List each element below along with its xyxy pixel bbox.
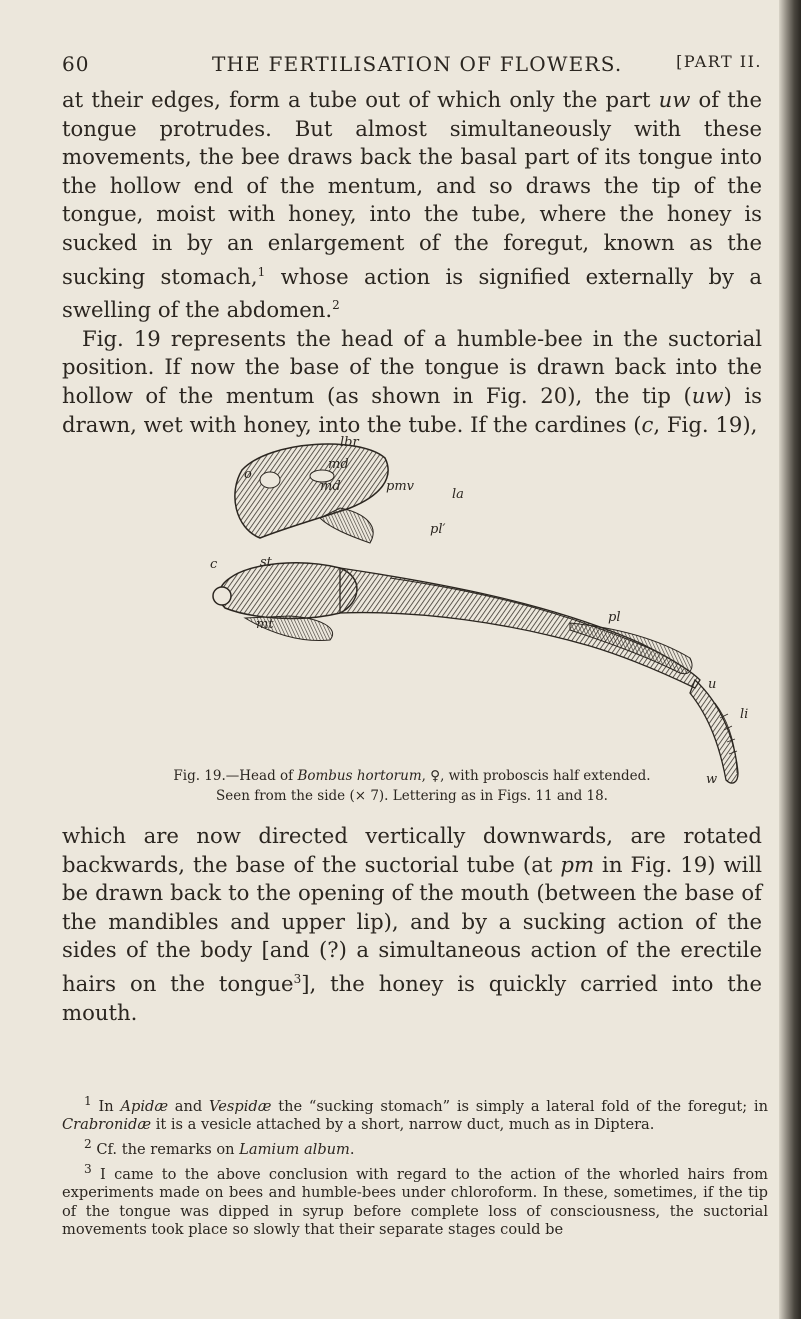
label-u: u bbox=[708, 677, 717, 692]
cardo-stipes bbox=[219, 563, 357, 619]
label-c: c bbox=[210, 557, 218, 572]
lower-text-block bbox=[62, 822, 762, 1027]
paragraph-2: Fig. 19 represents the head of a humble-bee in the suctorial position. If now the base of the tongue is drawn back into the hollow of the mentum (as shown in Fig. 20), the tip (uw) is drawn, wet with honey, into the tube. If the cardines (c, Fig. 19), bbox=[62, 325, 762, 437]
bee-head-illustration bbox=[190, 418, 780, 788]
footnote-ref-2[interactable]: 2 bbox=[332, 298, 340, 313]
caption-line-1: Fig. 19.—Head of Bombus hortorum, ♀, with proboscis half extended. bbox=[173, 768, 651, 784]
footnote-3: $^3$ I came to the above conclusion with regard to the action of the whorled hairs from experiments made on bees and humble-bees under chloroform. In these, sometimes, if the tip of the tongue was dipped in syrup before complete loss of consciousness, the suctorial movements took place so slowly that their separate stages could be bbox=[62, 1161, 768, 1239]
footnote-2: $^2$ Cf. the remarks on Lamium album. bbox=[84, 1137, 355, 1158]
proboscis-shaft bbox=[340, 568, 700, 688]
label-mt: mt bbox=[256, 617, 274, 632]
paragraph-1: at their edges, form a tube out of which only the part uw of the tongue protrudes. But almost simultaneously with these movements, the bee draws back the basal part of its tongue into the hollow end of the mentum, and so draws the tip of the tongue, moist with honey, into the tube, where the honey is sucked in by an enlargement of the foregut, known as the sucking stomach,$^1$ whose action is signified externally by a swelling of the abdomen.$^2$ bbox=[62, 87, 762, 323]
part-label: [PART II. bbox=[676, 52, 762, 71]
page-number: 60 bbox=[62, 52, 90, 76]
figure-caption bbox=[62, 766, 762, 806]
label-lbr: lbr bbox=[340, 435, 359, 450]
label-pmv: pmv bbox=[386, 479, 414, 494]
upper-text-block bbox=[62, 86, 762, 439]
running-header bbox=[62, 52, 762, 84]
label-w: w bbox=[706, 772, 718, 787]
footnote-ref-1[interactable]: 1 bbox=[257, 264, 266, 279]
label-o: o bbox=[244, 467, 252, 482]
footnote-1: $^1$ In Apidæ and Vespidæ the “sucking stomach” is simply a lateral fold of the foregut; in Crabronidæ it is a vesicle attached by a short, narrow duct, much as in Diptera. bbox=[62, 1094, 768, 1134]
label-pl: pl bbox=[608, 610, 621, 625]
eye-ocellus bbox=[260, 472, 280, 488]
cardo-joint bbox=[213, 587, 231, 605]
label-md-2: md bbox=[320, 479, 341, 494]
footnote-ref-3[interactable]: 3 bbox=[293, 971, 302, 986]
label-md: md bbox=[328, 457, 349, 472]
label-st: st bbox=[260, 555, 272, 570]
figure-19 bbox=[190, 418, 780, 788]
labial-palp bbox=[570, 623, 692, 674]
label-la: la bbox=[452, 487, 464, 502]
caption-line-2: Seen from the side (× 7). Lettering as in Figs. 11 and 18. bbox=[216, 788, 608, 804]
footnotes bbox=[62, 1092, 768, 1240]
paragraph-3: which are now directed vertically downwards, are rotated backwards, the base of the suctorial tube (at pm in Fig. 19) will be drawn back to the opening of the mouth (between the base of the mandibles and upper lip), and by a sucking action of the sides of the body [and (?) a simultaneous action of the erectile hairs on the tongue$^3$], the honey is quickly carried into the mouth. bbox=[62, 823, 762, 1025]
label-pl-prime: pl′ bbox=[430, 522, 446, 537]
running-title: THE FERTILISATION OF FLOWERS. bbox=[212, 52, 623, 76]
page-edge-shadow bbox=[779, 0, 801, 1319]
label-li: li bbox=[740, 707, 749, 722]
